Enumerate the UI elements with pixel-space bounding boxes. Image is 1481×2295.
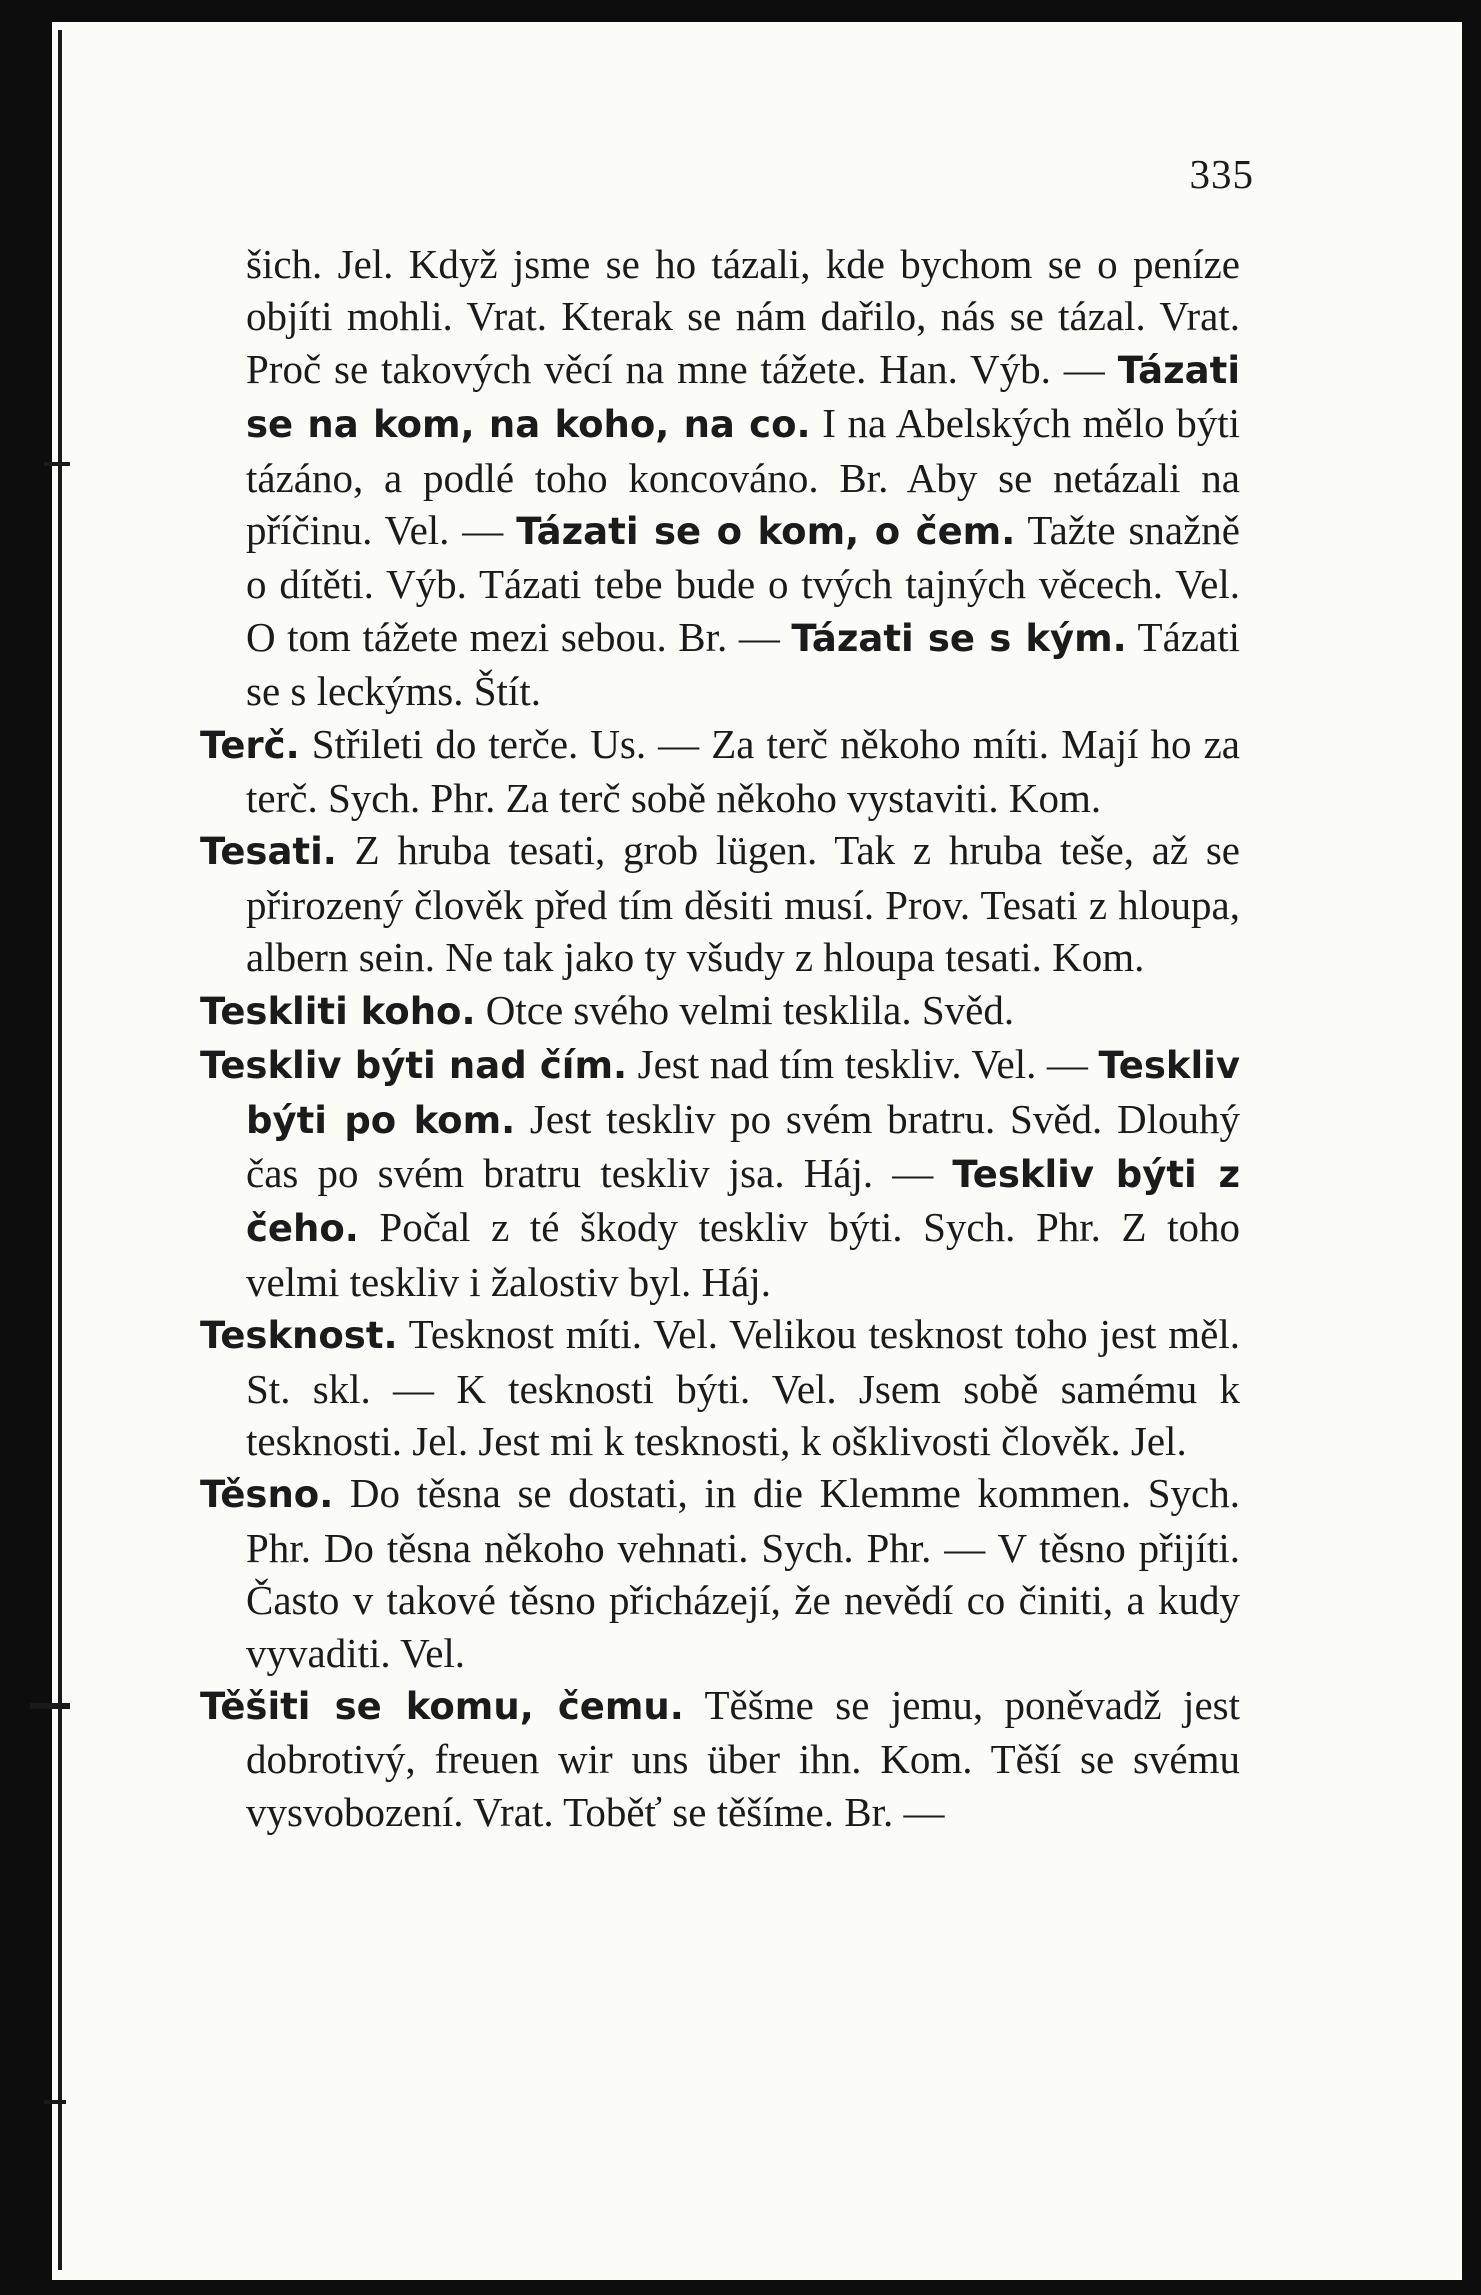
- entry-text: Jest nad tím teskliv. Vel. —: [627, 1041, 1099, 1088]
- entry-text: Z hruba tesati, grob lügen. Tak z hruba teše, až se přirozený člověk před tím děsiti musí. Prov. Tesati z hloupa, albern sein. Ne tak jako ty všudy z hloupa tesati. Kom.: [246, 827, 1240, 981]
- entry-teskliv: [200, 1038, 1240, 1308]
- dictionary-text: [200, 238, 1240, 1838]
- edge-mark: [30, 1703, 70, 1709]
- headword: Tázati se o kom, o čem.: [516, 510, 1016, 554]
- headword: Těšiti se komu, čemu.: [200, 1684, 684, 1728]
- headword: Tesati.: [200, 830, 337, 874]
- entry-tesknost: [200, 1308, 1240, 1467]
- entry-terc: [200, 718, 1240, 825]
- entry-tesno: [200, 1467, 1240, 1679]
- entry-text: Tažte snažně o dítěti. Výb. Tázati tebe bude o tvých tajných věcech. Vel. O tom tážete mezi sebou. Br. —: [246, 507, 1241, 660]
- entry-text: šich. Jel. Když jsme se ho tázali, kde bychom se o peníze objíti mohli. Vrat. Kterak se nám dařilo, nás se tázal. Vrat. Proč se takových věcí na mne tážete. Han. Výb. —: [246, 241, 1240, 392]
- entry-text: I na Abelských mělo býti tázáno, a podlé toho koncováno. Br. Aby se netázali na příčinu. Vel. —: [246, 400, 1241, 554]
- entry-tazati-continuation: [200, 238, 1240, 718]
- entry-tesiti: [200, 1679, 1240, 1838]
- entry-tesati: [200, 824, 1240, 983]
- headword: Teskliv býti nad čím.: [200, 1044, 628, 1088]
- binding-edge: [58, 30, 62, 2270]
- entry-text: Otce svého velmi tesklila. Svěd.: [475, 986, 1015, 1033]
- edge-mark: [44, 2100, 66, 2104]
- edge-mark: [44, 462, 70, 466]
- headword: Teskliv býti po kom.: [246, 1044, 1240, 1142]
- entry-text: Počal z té škody teskliv býti. Sych. Phr. Z toho velmi teskliv i žalostiv byl. Háj.: [246, 1204, 1240, 1305]
- page-number: 335: [1189, 151, 1254, 197]
- headword: Těsno.: [200, 1473, 334, 1517]
- entry-text: Jest teskliv po svém bratru. Svěd. Dlouhý čas po svém bratru teskliv jsa. Háj. —: [246, 1095, 1240, 1196]
- entry-teskliti: [200, 984, 1240, 1038]
- entry-text: Do těsna se dostati, in die Klemme kommen. Sych. Phr. Do těsna někoho vehnati. Sych. Phr. — V těsno přijíti. Často v takové těsno přicházejí, že nevědí co činiti, a kudy vyvaditi. Vel.: [246, 1470, 1240, 1676]
- headword: Tesknost.: [200, 1314, 398, 1358]
- headword: Terč.: [200, 723, 300, 767]
- entry-text: Těšme se jemu, poněvadž jest dobrotivý, freuen wir uns über ihn. Kom. Těší se svému vysvobození. Vrat. Toběť se těšíme. Br. —: [246, 1681, 1240, 1835]
- headword: Teskliv býti z čeho.: [246, 1152, 1240, 1251]
- entry-text: Střileti do terče. Us. — Za terč někoho míti. Mají ho za terč. Sych. Phr. Za terč sobě někoho vystaviti. Kom.: [246, 720, 1240, 822]
- headword: Teskliti koho.: [200, 989, 476, 1033]
- headword: Tázati se na kom, na koho, na co.: [246, 348, 1240, 447]
- entry-text: Tesknost míti. Vel. Velikou tesknost toho jest měl. St. skl. — K tesknosti býti. Vel. Jsem sobě samému k tesknosti. Jel. Jest mi k tesknosti, k ošklivosti člověk. Jel.: [246, 1311, 1240, 1464]
- entry-text: Tázati se s leckýms. Štít.: [246, 613, 1240, 715]
- headword: Tázati se s kým.: [791, 616, 1127, 660]
